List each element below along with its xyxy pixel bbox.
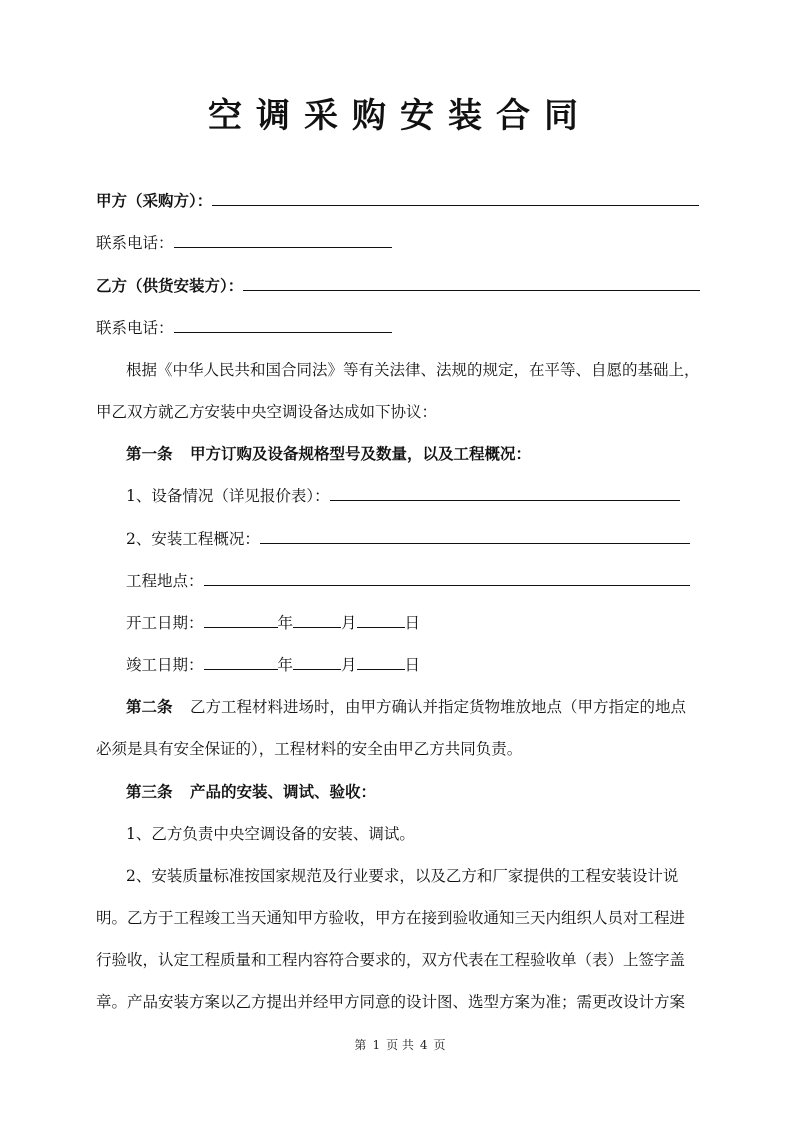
start-month-blank [293,613,341,628]
end-date-row [126,654,738,676]
article-3-number: 第三条 [126,782,173,801]
article-3-item-1: 1、乙方负责中央空调设备的安装、调试。 [126,825,415,843]
article-1-number: 第一条 [126,444,173,463]
end-date-label: 竣工日期： [126,656,204,674]
site-label: 工程地点： [126,572,204,590]
end-month-blank [293,655,341,670]
article-1-heading [126,443,738,465]
article-2-number: 第二条 [126,697,173,716]
item-2-label: 2、安装工程概况： [126,530,260,548]
article-3-title: 产品的安装、调试、验收： [190,782,377,801]
site-row [126,570,738,592]
intro-line-1: 根据《中华人民共和国合同法》等有关法律、法规的规定，在平等、自愿的基础上， [126,361,700,379]
start-year-unit: 年 [277,614,294,632]
end-day-unit: 日 [404,656,421,674]
phone-label-2: 联系电话： [96,319,174,337]
end-month-unit: 月 [341,656,357,674]
page-title: 空调采购安装合同 [208,96,592,136]
footer-page-total: 4 [419,1038,428,1052]
article-2-line-1 [126,696,738,718]
phone-row-1 [96,232,708,254]
site-blank [204,571,690,586]
article-3-item-2-line-2: 明。乙方于工程竣工当天通知甲方验收，甲方在接到验收通知三天内组织人员对工程进 [96,909,686,927]
footer-page-number: 1 [372,1038,381,1052]
article-1-title: 甲方订购及设备规格型号及数量，以及工程概况： [190,444,532,463]
item-1-row [126,485,738,507]
item-2-blank [260,529,690,544]
phone-blank-1 [174,233,392,248]
start-day-blank [357,613,405,628]
end-year-blank [204,655,278,670]
party-b-blank [243,276,700,291]
footer-prefix: 第 [354,1038,367,1052]
article-2-line-2: 必须是具有安全保证的），工程材料的安全由甲乙方共同负责。 [96,740,523,758]
phone-label-1: 联系电话： [96,234,174,252]
article-3-item-2-line-3: 行验收，认定工程质量和工程内容符合要求的，双方代表在工程验收单（表）上签字盖 [96,951,686,969]
end-year-unit: 年 [277,656,294,674]
party-a-row [96,190,708,212]
article-3-heading [126,781,738,803]
article-3-item-2-line-1: 2、安装质量标准按国家规范及行业要求，以及乙方和厂家提供的工程安装设计说 [126,867,679,885]
phone-row-2 [96,317,708,339]
party-b-row [96,275,708,297]
start-date-row [126,612,738,634]
article-2-text-1: 乙方工程材料进场时，由甲方确认并指定货物堆放地点（甲方指定的地点 [190,698,687,716]
party-b-label: 乙方（供货安装方）： [96,276,244,295]
item-2-row [126,528,738,550]
article-3-item-2-line-4: 章。产品安装方案以乙方提出并经甲方同意的设计图、选型方案为准；需更改设计方案 [96,993,686,1011]
item-1-blank [330,486,680,501]
start-date-label: 开工日期： [126,614,204,632]
start-month-unit: 月 [341,614,357,632]
start-day-unit: 日 [404,614,421,632]
start-year-blank [204,613,278,628]
end-day-blank [357,655,405,670]
footer-suffix: 页 [433,1038,446,1052]
phone-blank-2 [174,318,392,333]
item-1-label: 1、设备情况（详见报价表）： [126,487,330,505]
page-footer [0,1036,800,1053]
party-a-blank [212,191,699,206]
party-a-label: 甲方（采购方）： [96,191,213,210]
intro-line-2: 甲乙双方就乙方安装中央空调设备达成如下协议： [96,403,438,421]
footer-mid: 页 共 [386,1038,414,1052]
